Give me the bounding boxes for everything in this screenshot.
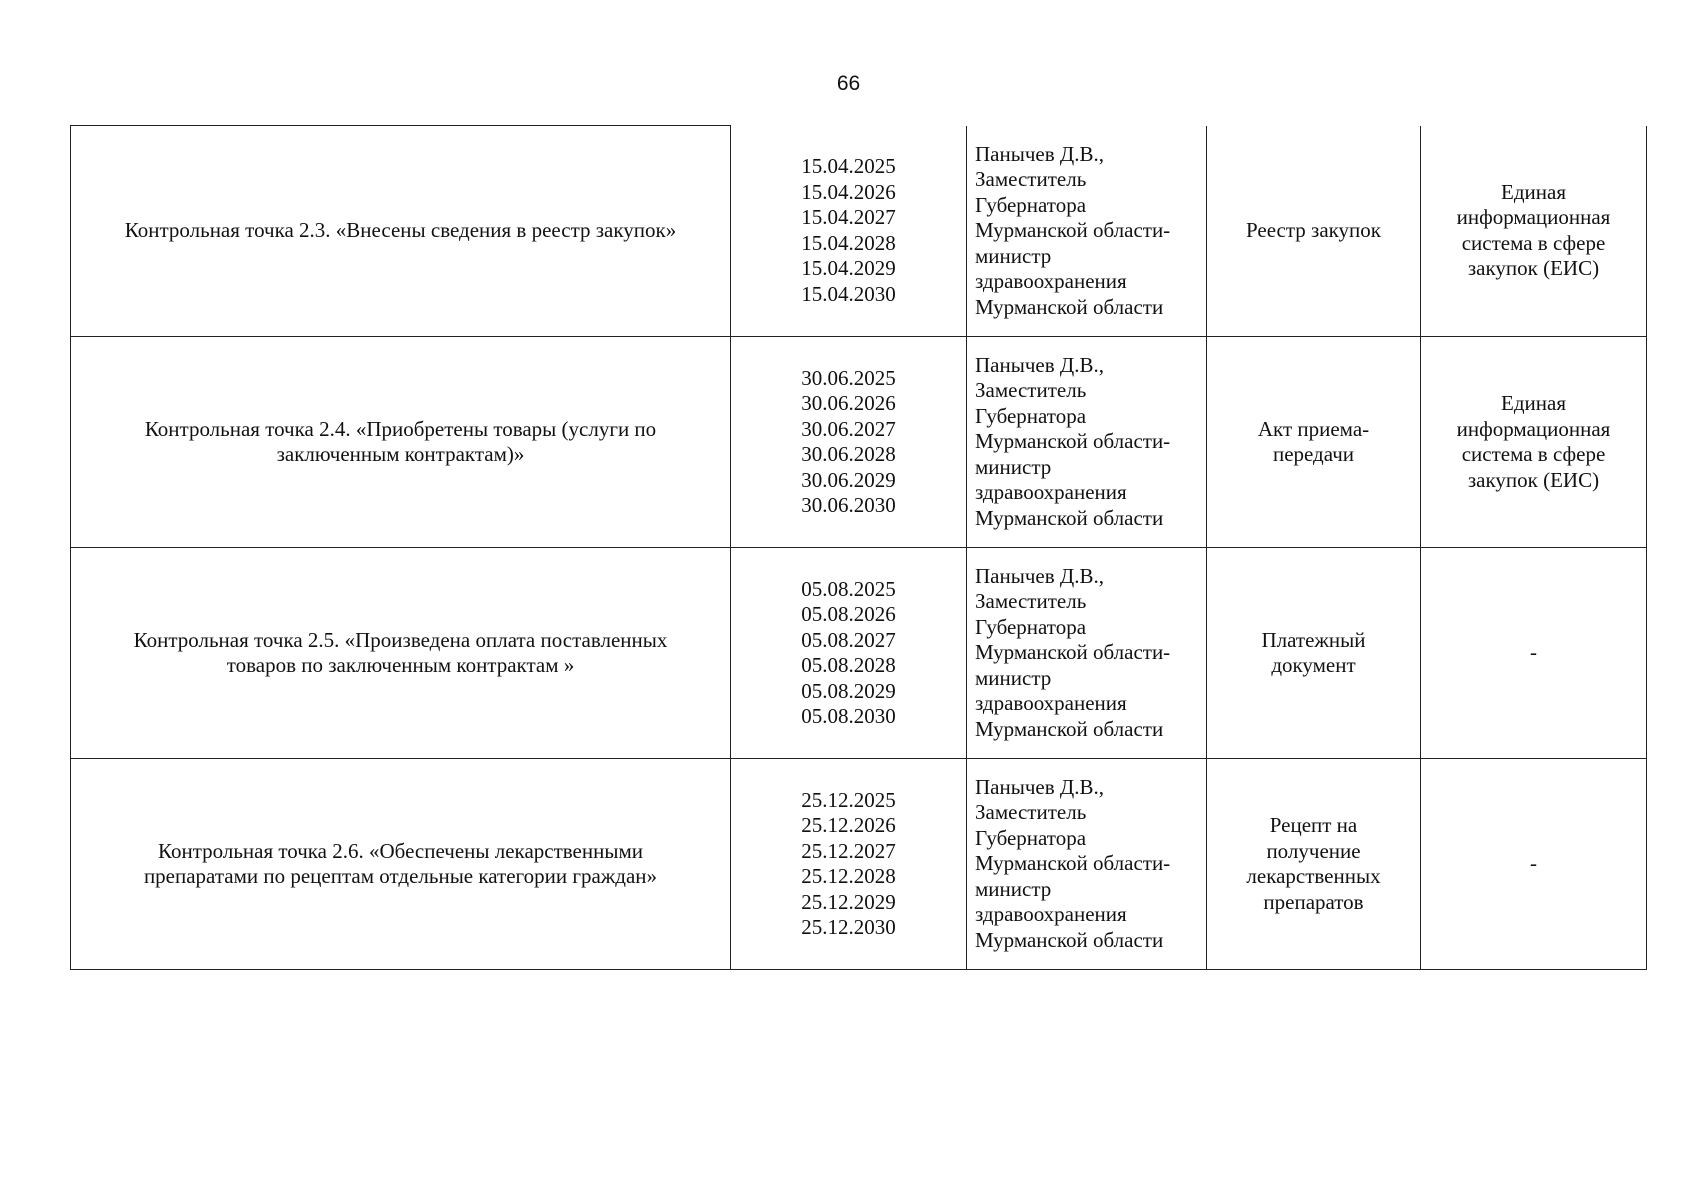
information-system-line: закупок (ЕИС)	[1467, 256, 1600, 281]
information-system-line: информационная	[1456, 205, 1611, 230]
information-system-line: закупок (ЕИС)	[1467, 467, 1600, 492]
document-cell	[1207, 548, 1421, 759]
deadline-date: 15.04.2026	[801, 179, 896, 204]
responsible-cell	[967, 337, 1207, 548]
table-row	[71, 337, 1647, 548]
control-point-name-line: заключенным контрактам)»	[276, 442, 525, 466]
deadline-date: 05.08.2029	[801, 678, 896, 703]
deadline-date: 30.06.2029	[801, 467, 896, 492]
information-system-line: -	[1530, 640, 1537, 665]
document-cell	[1207, 126, 1421, 337]
document-line: Рецепт на	[1269, 813, 1358, 837]
information-system-line: система в сфере	[1461, 442, 1606, 466]
information-system-line: Единая	[1501, 179, 1566, 204]
responsible-line: Заместитель	[975, 167, 1087, 191]
deadline-date: 05.08.2027	[801, 627, 896, 652]
table-row	[71, 759, 1647, 970]
deadline-date: 15.04.2030	[801, 281, 896, 306]
information-system-line: система в сфере	[1461, 230, 1606, 255]
control-point-name-line: Контрольная точка 2.3. «Внесены сведения в реестр закупок»	[124, 218, 677, 243]
deadline-date: 05.08.2028	[801, 653, 896, 677]
responsible-line: Мурманской области-	[975, 429, 1171, 454]
control-point-name-line: препаратами по рецептам отдельные категории граждан»	[143, 864, 658, 888]
responsible-line: Мурманской области	[975, 294, 1164, 319]
responsible-line: здравоохранения	[975, 269, 1127, 293]
responsible-line: министр	[975, 243, 1052, 268]
responsible-cell	[967, 759, 1207, 970]
responsible-line: здравоохранения	[975, 902, 1127, 927]
control-point-name-cell	[71, 759, 731, 970]
deadline-date: 30.06.2025	[801, 365, 896, 390]
table-row	[71, 548, 1647, 759]
document-cell	[1207, 337, 1421, 548]
responsible-line: Губернатора	[975, 825, 1087, 850]
responsible-line: Заместитель	[975, 800, 1087, 825]
control-point-name-line: товаров по заключенным контрактам »	[226, 653, 575, 677]
control-point-name-cell	[71, 126, 731, 337]
deadline-date: 25.12.2026	[801, 813, 896, 837]
responsible-line: Мурманской области	[975, 716, 1164, 741]
responsible-cell	[967, 126, 1207, 337]
responsible-line: Мурманской области-	[975, 851, 1171, 876]
responsible-line: Мурманской области	[975, 927, 1164, 952]
deadline-date: 05.08.2030	[801, 704, 896, 728]
responsible-line: министр	[975, 665, 1052, 690]
document-line: препаратов	[1263, 889, 1364, 914]
responsible-line: министр	[975, 876, 1052, 901]
control-point-name-cell	[71, 548, 731, 759]
information-system-cell	[1421, 548, 1647, 759]
page-number: 66	[836, 72, 861, 95]
deadline-date: 15.04.2027	[801, 205, 896, 230]
deadline-date: 25.12.2030	[801, 915, 896, 939]
deadline-date: 05.08.2026	[801, 602, 896, 626]
deadline-date: 25.12.2025	[801, 787, 896, 812]
information-system-cell	[1421, 126, 1647, 337]
deadline-dates-cell	[731, 548, 967, 759]
responsible-line: Заместитель	[975, 589, 1087, 614]
control-point-name-cell	[71, 337, 731, 548]
deadline-dates-cell	[731, 337, 967, 548]
deadline-date: 30.06.2028	[801, 442, 896, 466]
control-point-name-line: Контрольная точка 2.5. «Произведена оплата поставленных	[133, 627, 668, 652]
document-line: получение	[1266, 838, 1361, 863]
control-point-name-line: Контрольная точка 2.6. «Обеспечены лекарственными	[158, 838, 643, 863]
responsible-line: здравоохранения	[975, 691, 1127, 716]
deadline-date: 05.08.2025	[801, 576, 896, 601]
responsible-line: Мурманской области	[975, 505, 1164, 530]
responsible-line: Заместитель	[975, 378, 1087, 403]
information-system-line: информационная	[1456, 416, 1611, 441]
control-points-table	[70, 125, 1647, 970]
deadline-date: 25.12.2029	[801, 889, 896, 914]
deadline-date: 30.06.2030	[801, 493, 896, 517]
responsible-cell	[967, 548, 1207, 759]
responsible-line: Панычев Д.В.,	[975, 774, 1104, 799]
deadline-date: 15.04.2028	[801, 230, 896, 255]
deadline-date: 15.04.2029	[801, 256, 896, 281]
responsible-line: Губернатора	[975, 403, 1087, 428]
document-cell	[1207, 759, 1421, 970]
document-line: передачи	[1272, 442, 1355, 466]
document-line: лекарственных	[1246, 864, 1381, 888]
deadline-dates-cell	[731, 126, 967, 337]
responsible-line: Губернатора	[975, 614, 1087, 639]
document-line: Акт приема-	[1257, 416, 1370, 441]
deadline-date: 30.06.2027	[801, 416, 896, 441]
deadline-date: 30.06.2026	[801, 391, 896, 415]
responsible-line: здравоохранения	[975, 480, 1127, 505]
responsible-line: Панычев Д.В.,	[975, 141, 1104, 166]
information-system-line: Единая	[1501, 391, 1566, 415]
deadline-dates-cell	[731, 759, 967, 970]
responsible-line: Губернатора	[975, 192, 1087, 217]
control-point-name-line: Контрольная точка 2.4. «Приобретены товары (услуги по	[144, 416, 657, 441]
responsible-line: министр	[975, 454, 1052, 479]
deadline-date: 25.12.2027	[801, 838, 896, 863]
table-row	[71, 126, 1647, 337]
information-system-cell	[1421, 337, 1647, 548]
document-line: документ	[1271, 653, 1356, 677]
responsible-line: Мурманской области-	[975, 640, 1171, 665]
document-line: Реестр закупок	[1245, 218, 1382, 242]
responsible-line: Мурманской области-	[975, 218, 1171, 242]
information-system-line: -	[1530, 851, 1537, 876]
deadline-date: 15.04.2025	[801, 154, 896, 179]
deadline-date: 25.12.2028	[801, 864, 896, 888]
information-system-cell	[1421, 759, 1647, 970]
document-line: Платежный	[1261, 627, 1366, 652]
responsible-line: Панычев Д.В.,	[975, 563, 1104, 588]
responsible-line: Панычев Д.В.,	[975, 352, 1104, 377]
